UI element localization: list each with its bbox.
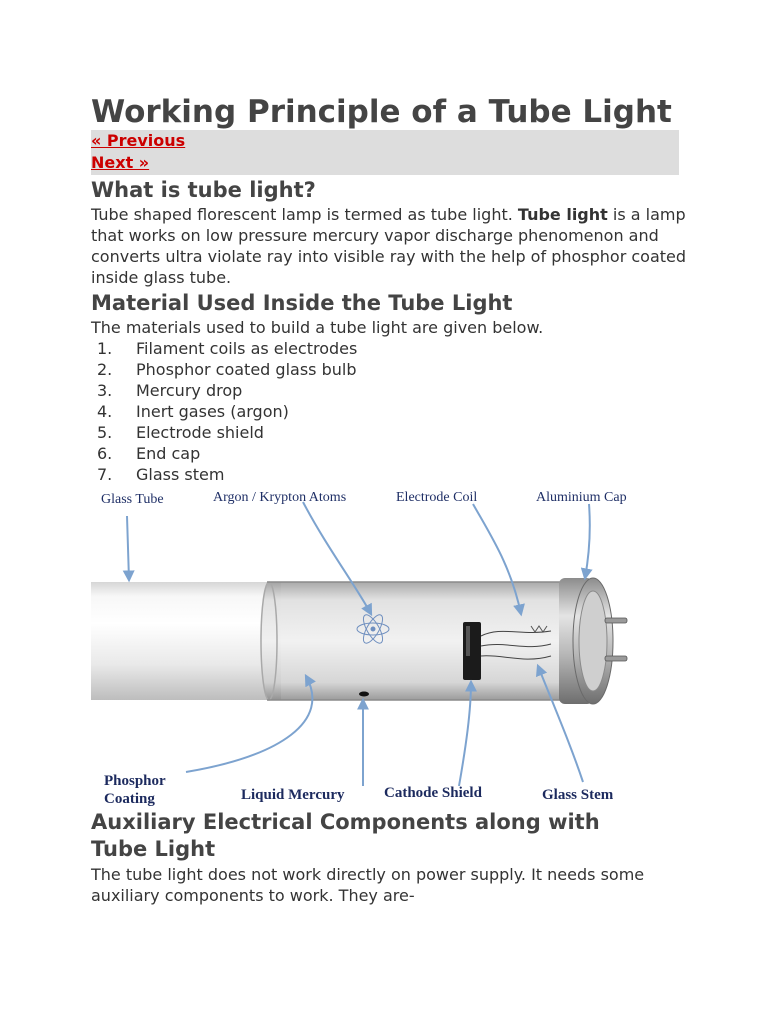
materials-intro: The materials used to build a tube light are given below.	[91, 318, 544, 337]
tube-light-diagram	[91, 486, 651, 811]
phosphor-tube-section	[91, 582, 281, 700]
section-heading-auxiliary-1: Auxiliary Electrical Components along with	[91, 810, 600, 834]
page-title: Working Principle of a Tube Light	[91, 94, 672, 130]
what-is-paragraph	[91, 204, 691, 288]
next-link[interactable]: Next »	[91, 153, 150, 172]
label-argon: Argon / Krypton Atoms	[213, 490, 347, 505]
label-cathode-shield: Cathode Shield	[384, 785, 482, 801]
mercury-drop	[359, 692, 369, 697]
para-text-2: is a lamp that works on low pressure mercury vapor discharge phenomenon and converts ultra violate ray into visible ray with the help of phosphor coated inside glass tube.	[91, 205, 687, 287]
label-coating: Coating	[104, 791, 155, 807]
clear-tube-section	[260, 582, 561, 700]
label-electrode-coil: Electrode Coil	[396, 490, 478, 505]
arrow-glass-tube	[127, 516, 129, 580]
label-glass-stem: Glass Stem	[542, 787, 614, 803]
pin	[605, 618, 627, 623]
para-text-1: Tube shaped florescent lamp is termed as tube light.	[91, 205, 518, 224]
arrow-aluminium-cap	[585, 504, 590, 578]
section-heading-materials: Material Used Inside the Tube Light	[91, 291, 513, 315]
previous-link[interactable]: « Previous	[91, 131, 186, 150]
cathode-shield	[463, 622, 481, 680]
section-heading-auxiliary-2: Tube Light	[91, 837, 216, 861]
label-aluminium-cap: Aluminium Cap	[536, 490, 627, 505]
para-bold-term: Tube light	[517, 205, 608, 224]
section-heading-what-is: What is tube light?	[91, 178, 316, 202]
tube-light-illustration	[91, 486, 651, 811]
pin	[605, 656, 627, 661]
label-liquid-mercury: Liquid Mercury	[241, 787, 345, 803]
label-glass-tube: Glass Tube	[101, 492, 164, 507]
label-phosphor: Phosphor	[104, 773, 166, 789]
auxiliary-paragraph: The tube light does not work directly on power supply. It needs some auxiliary components to work. They are-	[91, 865, 645, 905]
pagination-nav	[91, 130, 679, 175]
